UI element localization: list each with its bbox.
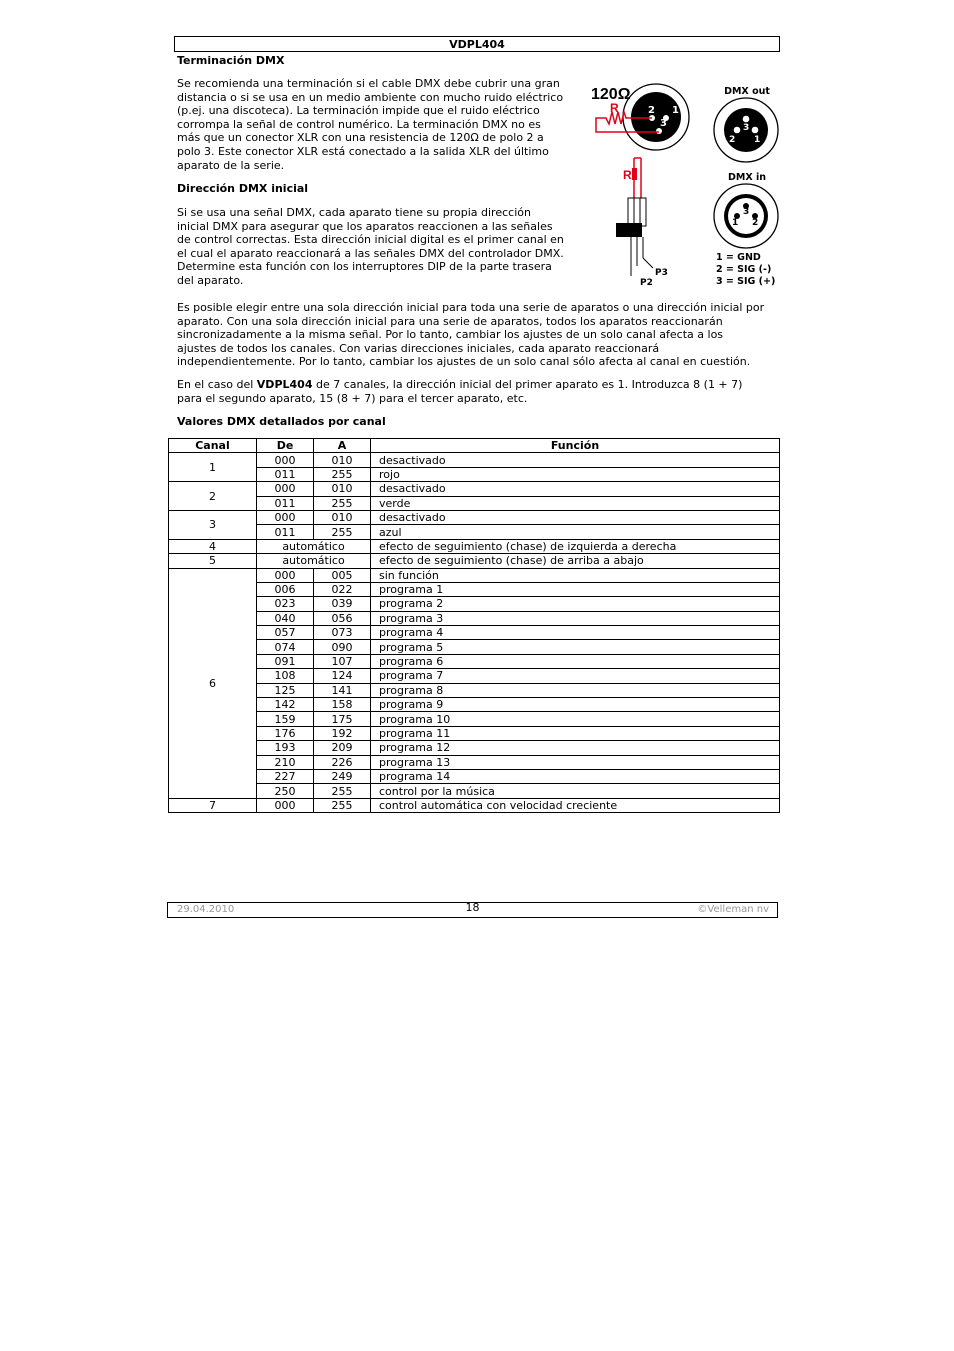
table-row — [169, 453, 780, 467]
table-cell: 107 — [314, 654, 371, 668]
table-row — [169, 654, 780, 668]
table-row — [169, 712, 780, 726]
pin-label: 3 — [660, 118, 667, 129]
table-cell: 141 — [314, 683, 371, 697]
heading-start-address: Dirección DMX inicial — [177, 182, 309, 195]
table-cell: programa 6 — [371, 654, 780, 668]
table-cell: desactivado — [371, 510, 780, 524]
text-line: inicial DMX para asegurar que los aparatos reaccionen a las señales — [177, 219, 553, 233]
text-line: Se recomienda una terminación si el cable DMX debe cubrir una gran — [177, 77, 560, 90]
table-cell: programa 14 — [371, 769, 780, 783]
pin-label: 2 — [648, 105, 655, 116]
text-fragment: de 7 canales, la dirección inicial del primer aparato es 1. Introduzca 8 (1 + 7) — [312, 378, 743, 391]
table-cell: 5 — [169, 554, 257, 568]
table-cell: 159 — [257, 712, 314, 726]
text-line: más que un conector XLR con una resistencia de 120Ω de polo 2 a — [177, 131, 544, 145]
p2-label: P2 — [640, 278, 653, 288]
paragraph-series — [177, 301, 764, 369]
table-cell: 010 — [314, 482, 371, 496]
table-cell: control por la música — [371, 784, 780, 798]
table-cell: 057 — [257, 626, 314, 640]
table-cell: 023 — [257, 597, 314, 611]
text-line: para el segundo aparato, 15 (8 + 7) para el tercer aparato, etc. — [177, 391, 528, 405]
table-row — [169, 496, 780, 510]
table-cell: 255 — [314, 525, 371, 539]
table-row — [169, 482, 780, 496]
table-cell: 4 — [169, 539, 257, 553]
table-row — [169, 525, 780, 539]
table-cell: 209 — [314, 741, 371, 755]
table-cell: programa 1 — [371, 582, 780, 596]
table-cell: 000 — [257, 510, 314, 524]
table-cell: azul — [371, 525, 780, 539]
text-line: Determine esta función con los interruptores DIP de la parte trasera — [177, 260, 552, 274]
dmx-values-table — [168, 438, 780, 813]
table-cell: 255 — [314, 798, 371, 812]
resistor-label-side: R — [623, 168, 632, 182]
table-row — [169, 539, 780, 553]
table-cell: 006 — [257, 582, 314, 596]
table-cell: 073 — [314, 626, 371, 640]
table-row — [169, 582, 780, 596]
table-cell: desactivado — [371, 482, 780, 496]
text-line: el cual el aparato reaccionará a las señales DMX del controlador DMX. — [177, 246, 564, 260]
table-body — [169, 453, 780, 813]
table-cell: 210 — [257, 755, 314, 769]
text-line: Es posible elegir entre una sola dirección inicial para toda una serie de aparatos o una dirección inicial por — [177, 301, 765, 314]
table-row — [169, 510, 780, 524]
text-line: ajustes de todos los canales. Con varias direcciones iniciales, cada aparato reaccionará — [177, 341, 660, 355]
table-cell: 227 — [257, 769, 314, 783]
table-cell: 000 — [257, 798, 314, 812]
table-row — [169, 597, 780, 611]
table-cell: 142 — [257, 698, 314, 712]
dmx-in-label: DMX in — [728, 172, 766, 183]
table-cell: 108 — [257, 669, 314, 683]
resistor-value: 120Ω — [591, 86, 631, 103]
text-line — [177, 378, 742, 392]
pin-label: 1 — [672, 105, 679, 116]
dmx-connector-diagram — [586, 78, 786, 290]
table-cell: 250 — [257, 784, 314, 798]
table-cell: 090 — [314, 640, 371, 654]
table-cell: efecto de seguimiento (chase) de izquierda a derecha — [371, 539, 780, 553]
table-cell: 124 — [314, 669, 371, 683]
table-cell: 000 — [257, 568, 314, 582]
pin-legend-line: 1 = GND — [716, 252, 761, 263]
table-row — [169, 726, 780, 740]
table-cell: 022 — [314, 582, 371, 596]
table-row — [169, 640, 780, 654]
table-cell: 040 — [257, 611, 314, 625]
table-cell: 125 — [257, 683, 314, 697]
resistor-body — [632, 168, 637, 180]
pin-legend-line: 3 = SIG (+) — [716, 276, 776, 287]
text-line: del aparato. — [177, 273, 244, 287]
table-cell: 2 — [169, 482, 257, 511]
text-line: (p.ej. una discoteca). La terminación impide que el ruido eléctrico — [177, 104, 540, 118]
footer-copyright: ©Velleman nv — [697, 904, 769, 915]
pin-label: 1 — [732, 218, 739, 228]
table-cell: rojo — [371, 467, 780, 481]
table-row — [169, 554, 780, 568]
table-row — [169, 755, 780, 769]
table-cell: 011 — [257, 467, 314, 481]
table-cell: 000 — [257, 453, 314, 467]
table-row — [169, 741, 780, 755]
table-cell: programa 2 — [371, 597, 780, 611]
table-cell: 192 — [314, 726, 371, 740]
dmx-out-label: DMX out — [724, 86, 770, 97]
table-cell: 005 — [314, 568, 371, 582]
table-cell: programa 7 — [371, 669, 780, 683]
text-line: polo 3. Este conector XLR está conectado a la salida XLR del último — [177, 144, 549, 158]
table-cell: programa 8 — [371, 683, 780, 697]
table-cell: desactivado — [371, 453, 780, 467]
text-line: independientemente. Por lo tanto, cambiar los ajustes de un solo canal sólo afecta al canal en cuestión. — [177, 355, 751, 369]
table-cell: 039 — [314, 597, 371, 611]
pin-label: 3 — [743, 207, 750, 217]
pin-label: 3 — [743, 123, 750, 133]
table-row — [169, 798, 780, 812]
table-row — [169, 683, 780, 697]
table-cell: 011 — [257, 525, 314, 539]
table-cell: efecto de seguimiento (chase) de arriba a abajo — [371, 554, 780, 568]
table-cell: 000 — [257, 482, 314, 496]
table-cell: 226 — [314, 755, 371, 769]
paragraph-example — [177, 378, 742, 405]
document-header — [174, 36, 780, 52]
text-line: corrompa la señal de control numérico. La terminación DMX no es — [177, 117, 541, 131]
footer-date: 29.04.2010 — [177, 904, 235, 915]
table-cell: 175 — [314, 712, 371, 726]
table-cell: programa 9 — [371, 698, 780, 712]
table-cell: 158 — [314, 698, 371, 712]
resistor-label-top: R — [610, 101, 619, 115]
table-cell: 193 — [257, 741, 314, 755]
table-cell: control automática con velocidad creciente — [371, 798, 780, 812]
table-cell: 011 — [257, 496, 314, 510]
column-header: De — [257, 439, 314, 453]
heading-termination: Terminación DMX — [177, 54, 285, 67]
table-cell: programa 11 — [371, 726, 780, 740]
table-row — [169, 784, 780, 798]
pin-header-block — [616, 223, 642, 237]
table-header-row — [169, 439, 780, 453]
table-cell: 255 — [314, 467, 371, 481]
page-number: 18 — [465, 901, 480, 914]
column-header: A — [314, 439, 371, 453]
table-row — [169, 611, 780, 625]
table-cell: 249 — [314, 769, 371, 783]
table-row — [169, 568, 780, 582]
heading-dmx-values: Valores DMX detallados por canal — [177, 415, 386, 428]
text-line: de control correctas. Esta dirección inicial digital es el primer canal en — [177, 233, 564, 247]
table-cell: programa 10 — [371, 712, 780, 726]
table-cell: automático — [257, 554, 371, 568]
model-title: VDPL404 — [449, 38, 505, 51]
pin-legend-line: 2 = SIG (-) — [716, 264, 772, 275]
table-cell: 091 — [257, 654, 314, 668]
table-cell: programa 3 — [371, 611, 780, 625]
table-cell: 176 — [257, 726, 314, 740]
text-line: sincronizadamente a la misma señal. Por lo tanto, cambiar los ajustes de un solo canal afecta a los — [177, 328, 724, 342]
column-header: Función — [371, 439, 780, 453]
table-cell: 1 — [169, 453, 257, 482]
table-row — [169, 769, 780, 783]
xlr-plug-face — [631, 92, 681, 142]
table-cell: 010 — [314, 510, 371, 524]
table-cell: programa 12 — [371, 741, 780, 755]
model-name: VDPL404 — [256, 378, 313, 391]
table-cell: 056 — [314, 611, 371, 625]
pin-label: 2 — [729, 135, 736, 145]
table-cell: 074 — [257, 640, 314, 654]
table-cell: 255 — [314, 496, 371, 510]
table-cell: 6 — [169, 568, 257, 798]
text-line: aparato de la serie. — [177, 158, 285, 172]
column-header: Canal — [169, 439, 257, 453]
table-cell: 3 — [169, 510, 257, 539]
document-footer — [167, 902, 778, 918]
text-line: Si se usa una señal DMX, cada aparato tiene su propia dirección — [177, 206, 531, 219]
pin-label: 1 — [754, 135, 761, 145]
pin-label: 2 — [752, 218, 759, 228]
p3-label: P3 — [655, 268, 668, 278]
table-row — [169, 669, 780, 683]
table-cell: programa 5 — [371, 640, 780, 654]
text-fragment: En el caso del — [177, 378, 257, 391]
table-cell: 010 — [314, 453, 371, 467]
table-row — [169, 698, 780, 712]
table-cell: automático — [257, 539, 371, 553]
text-line: distancia o si se usa en un medio ambiente con mucho ruido eléctrico — [177, 90, 564, 104]
table-cell: 7 — [169, 798, 257, 812]
table-cell: verde — [371, 496, 780, 510]
table-cell: sin función — [371, 568, 780, 582]
text-line: aparato. Con una sola dirección inicial para una serie de aparatos, todos los aparatos reaccionarán — [177, 314, 723, 328]
paragraph-start-address — [177, 206, 564, 288]
table-cell: 255 — [314, 784, 371, 798]
table-row — [169, 626, 780, 640]
paragraph-termination — [177, 77, 563, 172]
table-row — [169, 467, 780, 481]
table-cell: programa 13 — [371, 755, 780, 769]
table-cell: programa 4 — [371, 626, 780, 640]
